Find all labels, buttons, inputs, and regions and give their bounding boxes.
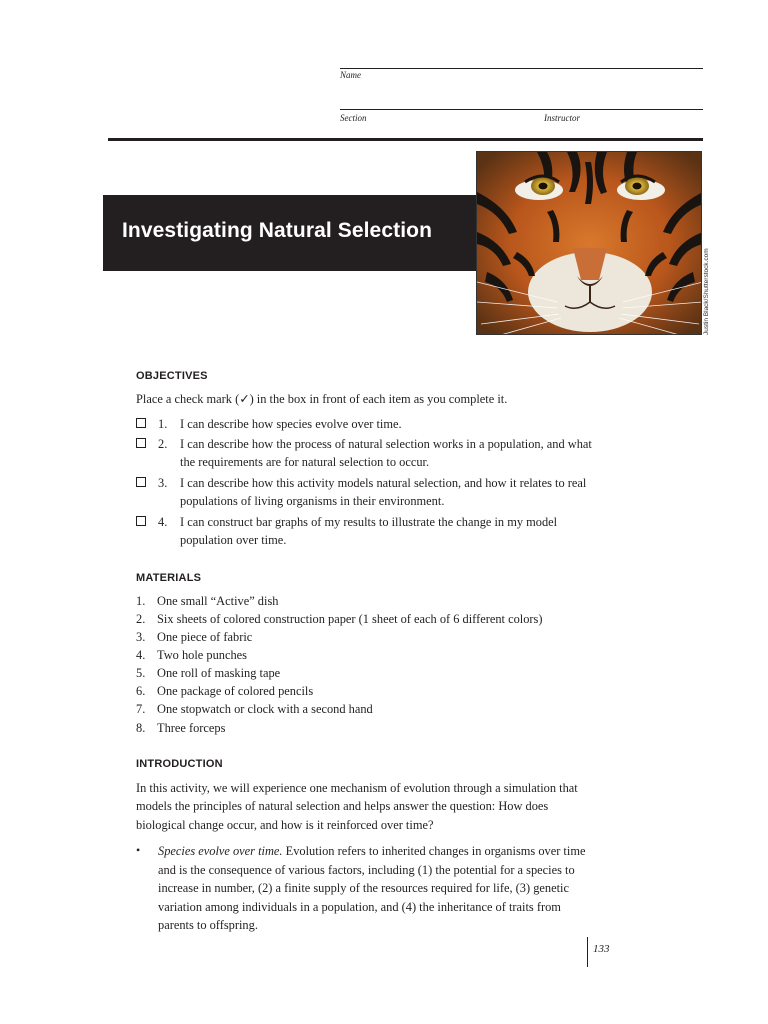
material-number: 4. [136,648,146,662]
material-number: 5. [136,666,146,680]
material-text: Six sheets of colored construction paper (1 sheet of each of 6 different colors) [157,612,543,626]
material-text: One package of colored pencils [157,684,314,698]
title-banner [103,195,476,271]
name-line [340,68,703,69]
page-number-rule [587,937,588,967]
material-item-6 [136,682,313,700]
bullet-body: Evolution refers to inherited changes in organisms over time and is the consequence of various factors, including (1) the potential for a species to increase in number, (2) a finite supply of the resources required for life, (3) genetic variation among individuals in a population, and (4) the inheritance of traits from parents to offspring. [158,844,586,933]
objective-number: 2. [158,437,168,451]
material-item-1 [136,592,278,610]
material-number: 1. [136,594,146,608]
objective-text: I can describe how this activity models natural selection, and how it relates to real populations of living organisms in their environment. [180,476,587,508]
objective-number: 1. [158,417,168,431]
material-number: 7. [136,702,146,716]
objective-checkbox-2[interactable] [136,438,146,448]
objective-checkbox-1[interactable] [136,418,146,428]
introduction-heading: INTRODUCTION [136,758,223,770]
material-number: 2. [136,612,146,626]
materials-heading: MATERIALS [136,572,202,584]
introduction-bullet [158,842,590,935]
objective-item-1 [136,415,596,433]
photo-credit: Justin Black/Shutterstock.com [703,248,710,335]
objective-number: 4. [158,515,168,529]
objective-item-2 [136,435,596,471]
material-text: One small “Active” dish [157,594,279,608]
objective-text: I can describe how species evolve over time. [180,417,402,431]
objective-checkbox-3[interactable] [136,477,146,487]
objective-item-3 [136,474,596,510]
material-number: 6. [136,684,146,698]
material-item-8 [136,719,225,737]
material-text: Three forceps [157,721,226,735]
material-text: One piece of fabric [157,630,253,644]
section-label: Section [340,113,367,123]
bullet-lead: Species evolve over time. [158,844,283,858]
material-item-2 [136,610,542,628]
name-label: Name [340,70,361,80]
page-title: Investigating Natural Selection [122,219,432,242]
tiger-face-photo [476,151,702,335]
objective-number: 3. [158,476,168,490]
material-text: One roll of masking tape [157,666,281,680]
objectives-heading: OBJECTIVES [136,370,208,382]
section-line [340,109,703,110]
material-number: 8. [136,721,146,735]
header-divider [108,138,703,141]
material-number: 3. [136,630,146,644]
material-text: One stopwatch or clock with a second hand [157,702,373,716]
instructor-label: Instructor [544,113,580,123]
objective-item-4 [136,513,596,549]
objective-text: I can construct bar graphs of my results to illustrate the change in my model population over time. [180,515,558,547]
objectives-instruction: Place a check mark (✓) in the box in front of each item as you complete it. [136,392,508,406]
material-item-3 [136,628,252,646]
tiger-face-icon [477,152,702,335]
introduction-paragraph: In this activity, we will experience one mechanism of evolution through a simulation that models the principles of natural selection and helps answer the question: How does biological change occur, and how is it reinforced over time? [136,781,578,832]
material-item-5 [136,664,280,682]
objective-text: I can describe how the process of natural selection works in a population, and what the requirements are for natural selection to occur. [180,437,592,469]
material-text: Two hole punches [157,648,247,662]
material-item-4 [136,646,247,664]
material-item-7 [136,700,373,718]
objective-checkbox-4[interactable] [136,516,146,526]
bullet-marker: • [136,843,141,857]
page-number: 133 [593,943,610,955]
